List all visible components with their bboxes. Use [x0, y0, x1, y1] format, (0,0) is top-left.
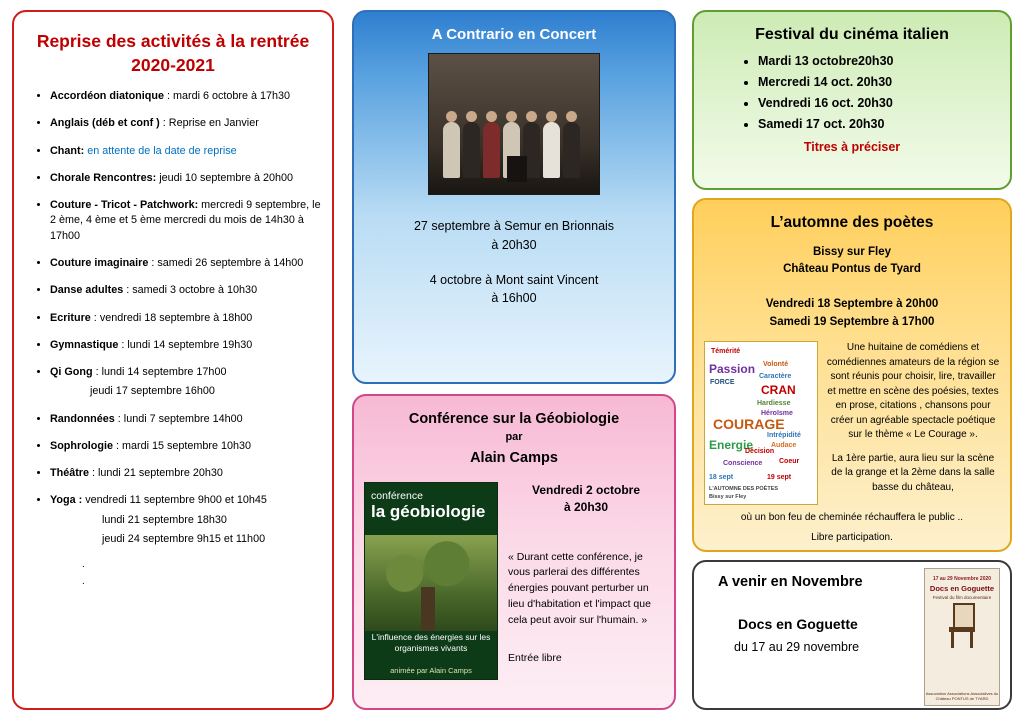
list-item: • Accordéon diatonique : mardi 6 octobre à 17h30 — [50, 89, 322, 105]
poster-line2: la géobiologie — [371, 501, 486, 521]
poets-panel — [692, 198, 1012, 552]
list-item: • Vendredi 16 oct. 20h30 — [758, 96, 998, 110]
list-item: • Chant: en attente de la date de reprise — [50, 144, 322, 160]
concert-dates — [364, 217, 664, 308]
concert-date-1: 27 septembre à Semur en Brionnais — [413, 219, 615, 233]
november-poster-line2: Docs en Goguette — [929, 584, 995, 593]
november-poster-footer: Association Associations Associatives du Château PONTUS de TYARD — [925, 691, 999, 701]
list-item: • Mercredi 14 oct. 20h30 — [758, 75, 998, 89]
poster-tree-image — [365, 535, 497, 631]
poster-subtitle: L'influence des énergies sur les organismes vivants — [371, 631, 491, 653]
activities-title-line2: 2020-2021 — [131, 54, 215, 75]
poster-footer: animée par Alain Camps — [390, 666, 472, 676]
activities-footer-dot-2: . — [82, 576, 85, 588]
poets-participation: Libre participation. — [811, 531, 893, 543]
november-poster — [924, 568, 1000, 706]
poets-poster: Témérité Passion Volonté Caractère FORCE CRAN Hardiesse Héroïsme COURAGE Intrépidité Energie Décision Audace Conscience Coeur 18 sept 19 sept L'AUTOMNE DES POÈTES Bissy sur Fley — [704, 341, 818, 505]
yoga-third-slot: jeudi 24 septembre 9h15 et 11h00 — [102, 533, 266, 546]
conference-quote: « Durant cette conférence, je vous parlerai des différentes énergies pouvant perturber un lieu d'habitation et l'impact que cela peut avoir sur l'humain. » — [508, 550, 651, 626]
qigong-second-slot: jeudi 17 septembre 16h00 — [90, 385, 215, 398]
poets-note: où un bon feu de cheminée réchauffera le public .. — [740, 512, 964, 524]
list-item: • Couture imaginaire : samedi 26 septembre à 14h00 — [50, 256, 322, 272]
concert-date-2: 4 octobre à Mont saint Vincent — [429, 272, 599, 287]
conference-poster — [364, 482, 498, 680]
activities-title-line1: Reprise des activités à la rentrée — [36, 31, 310, 51]
november-title: A venir en Novembre — [718, 574, 863, 590]
conference-par-label: par — [505, 430, 523, 443]
cinema-dates-list — [706, 54, 998, 131]
concert-time-2: à 16h00 — [491, 291, 537, 306]
conference-entry: Entrée libre — [508, 652, 562, 665]
music-stand-icon — [507, 156, 527, 182]
activities-footer-dot: . — [82, 559, 85, 571]
november-panel — [692, 560, 1012, 710]
november-dates: du 17 au 29 novembre — [734, 640, 860, 654]
activities-panel — [12, 10, 334, 710]
list-item: • Qi Gong : lundi 14 septembre 17h00 jeudi 17 septembre 16h00 — [50, 365, 322, 400]
november-poster-line1: 17 au 29 Novembre 2020 — [932, 576, 992, 582]
list-item: • Chorale Rencontres: jeudi 10 septembre à 20h00 — [50, 171, 322, 187]
cinema-panel — [692, 10, 1012, 190]
poets-dates: Vendredi 18 Septembre à 20h00 Samedi 19 Septembre à 17h00 — [765, 297, 939, 328]
list-item: • Danse adultes : samedi 3 octobre à 10h30 — [50, 283, 322, 299]
cinema-note: Titres à préciser — [803, 140, 901, 154]
list-item: • Yoga : vendredi 11 septembre 9h00 et 10h45 lundi 21 septembre 18h30 jeudi 24 septembre 9h15 et 11h00 — [50, 493, 322, 548]
concert-time-1: à 20h30 — [491, 237, 537, 252]
poets-description: Une huitaine de comédiens et comédiennes amateurs de la région se sont réunis pour choisir, lire, travailler et mettre en scène des poésies, textes en prose, citations , chansons pour créer un agréable spectacle poétique sur le thème « Le Courage ». La 1ère partie, aura lieu sur la scène de la grange et la 2ème dans la salle basse du château, — [826, 342, 1000, 493]
activities-title — [24, 30, 322, 77]
activities-list — [24, 89, 322, 548]
conference-speaker: Alain Camps — [470, 449, 558, 466]
conference-title: Conférence sur la Géobiologie — [408, 411, 620, 427]
chair-icon — [947, 603, 977, 649]
cinema-title: Festival du cinéma italien — [755, 26, 949, 43]
conference-panel — [352, 394, 676, 710]
poster-line1: conférence — [371, 490, 423, 503]
yoga-second-slot: lundi 21 septembre 18h30 — [102, 513, 227, 526]
list-item: • Théâtre : lundi 21 septembre 20h30 — [50, 466, 322, 482]
november-poster-line3: Festival du film documentaire — [932, 595, 992, 600]
list-item: • Mardi 13 octobre20h30 — [758, 54, 998, 68]
list-item: • Anglais (déb et conf ) : Reprise en Janvier — [50, 116, 322, 132]
list-item: • Sophrologie : mardi 15 septembre 10h30 — [50, 439, 322, 455]
list-item: • Gymnastique : lundi 14 septembre 19h30 — [50, 338, 322, 354]
list-item: • Ecriture : vendredi 18 septembre à 18h00 — [50, 311, 322, 327]
poets-title: L’automne des poètes — [770, 214, 934, 231]
list-item: • Randonnées : lundi 7 septembre 14h00 — [50, 412, 322, 428]
poets-place: Bissy sur Fley Château Pontus de Tyard — [783, 246, 921, 276]
conference-date: Vendredi 2 octobre à 20h30 — [531, 483, 641, 514]
concert-title: A Contrario en Concert — [431, 26, 597, 43]
list-item: • Samedi 17 oct. 20h30 — [758, 117, 998, 131]
list-item: • Couture - Tricot - Patchwork: mercredi 9 septembre, le 2 ème, 4 ème et 5 ème mercredi du mois de 14h30 à 17h00 — [50, 198, 322, 245]
november-subtitle: Docs en Goguette — [738, 616, 858, 632]
choir-photo — [428, 53, 600, 195]
concert-panel — [352, 10, 676, 384]
